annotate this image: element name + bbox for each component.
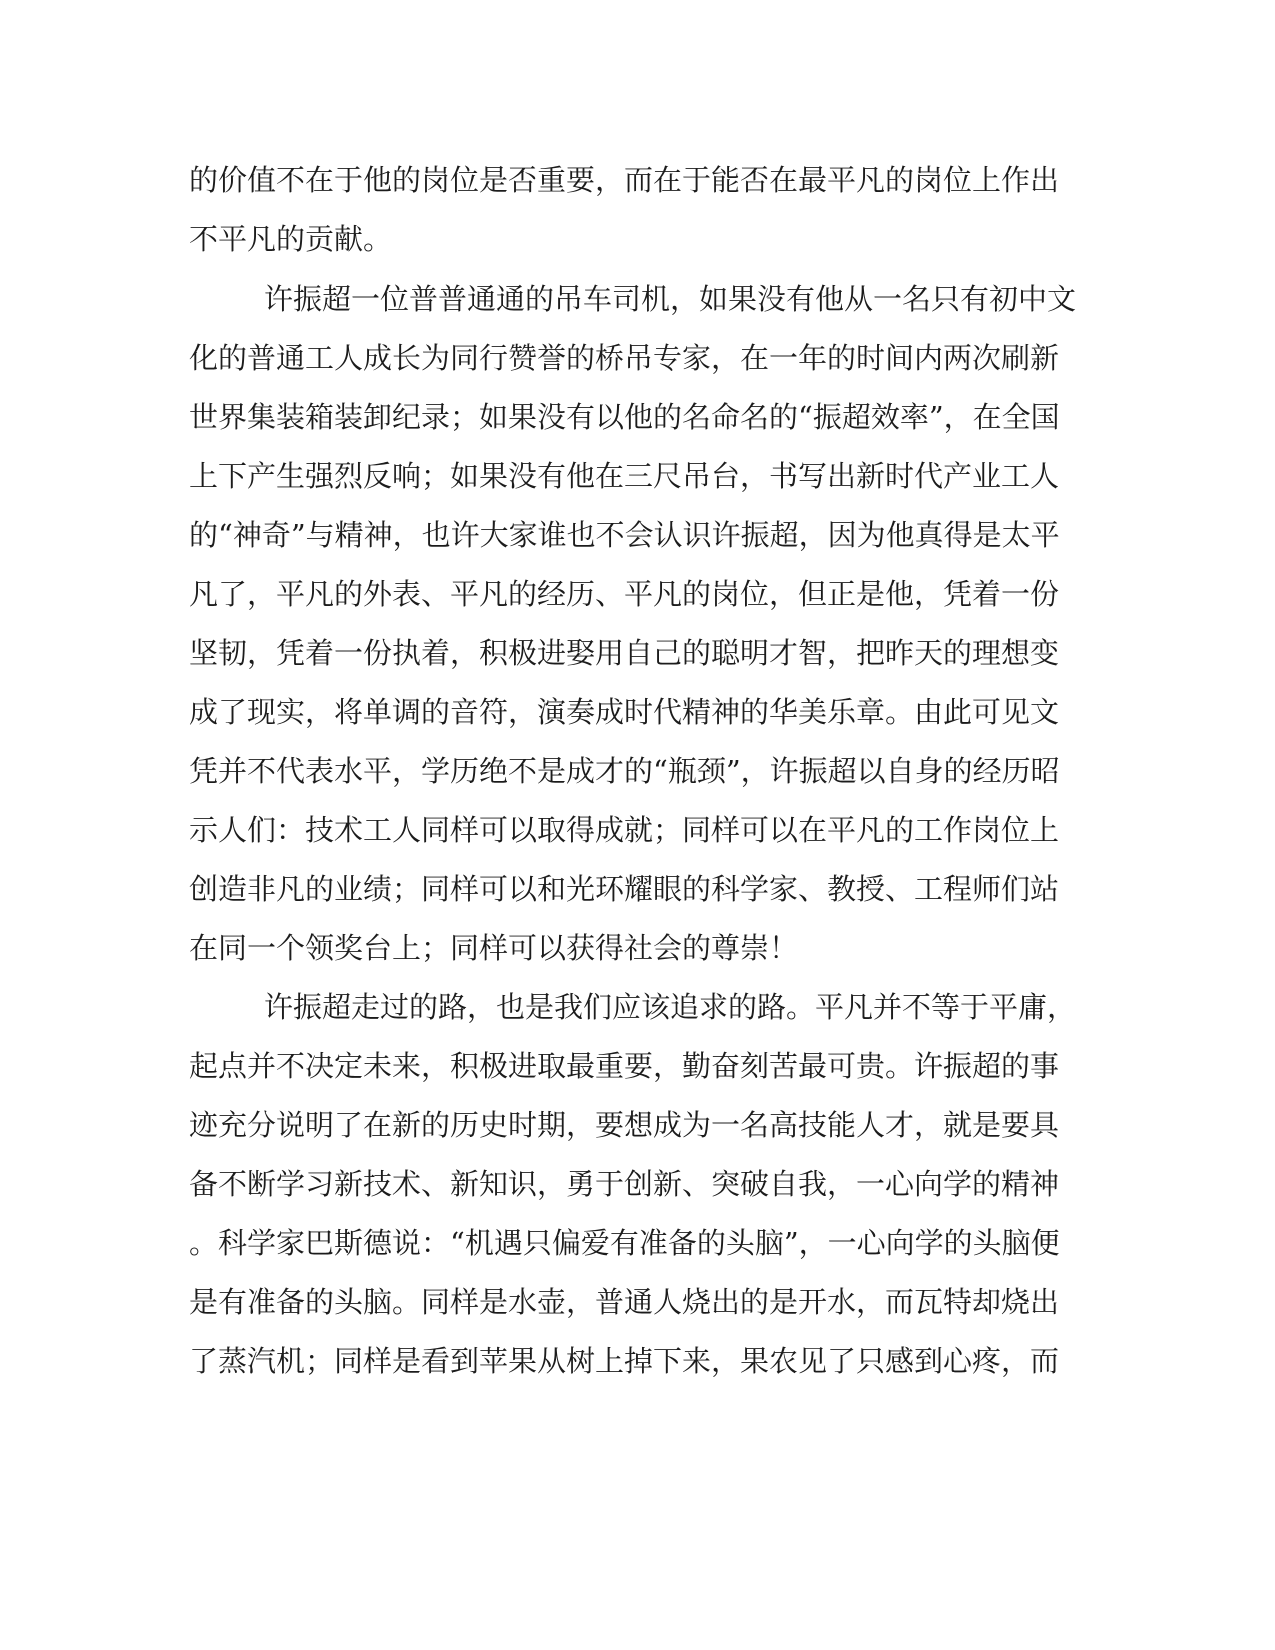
text-line: 示人们：技术工人同样可以取得成就；同样可以在平凡的工作岗位上 — [189, 813, 1060, 847]
text-line: 许振超走过的路，也是我们应该追求的路。平凡并不等于平庸， — [264, 990, 1077, 1024]
text-line: 上下产生强烈反响；如果没有他在三尺吊台，书写出新时代产业工人 — [189, 459, 1060, 493]
text-line: 许振超一位普普通通的吊车司机，如果没有他从一名只有初中文 — [264, 282, 1077, 316]
text-line: 迹充分说明了在新的历史时期，要想成为一名高技能人才，就是要具 — [189, 1108, 1060, 1142]
text-line: 是有准备的头脑。同样是水壶，普通人烧出的是开水，而瓦特却烧出 — [189, 1285, 1060, 1319]
text-line: 的价值不在于他的岗位是否重要，而在于能否在最平凡的岗位上作出 — [189, 163, 1060, 197]
text-line: 在同一个领奖台上；同样可以获得社会的尊崇！ — [189, 931, 799, 965]
text-line: 凭并不代表水平，学历绝不是成才的“瓶颈”，许振超以自身的经历昭 — [189, 754, 1060, 788]
text-line: 世界集装箱装卸纪录；如果没有以他的名命名的“振超效率”，在全国 — [189, 400, 1060, 434]
text-line: 创造非凡的业绩；同样可以和光环耀眼的科学家、教授、工程师们站 — [189, 872, 1060, 906]
text-line: 了蒸汽机；同样是看到苹果从树上掉下来，果农见了只感到心疼，而 — [189, 1344, 1060, 1378]
text-line: 化的普通工人成长为同行赞誉的桥吊专家，在一年的时间内两次刷新 — [189, 341, 1060, 375]
text-line: 备不断学习新技术、新知识，勇于创新、突破自我，一心向学的精神 — [189, 1167, 1060, 1201]
text-line: 起点并不决定未来，积极进取最重要，勤奋刻苦最可贵。许振超的事 — [189, 1049, 1060, 1083]
text-line: 凡了，平凡的外表、平凡的经历、平凡的岗位，但正是他，凭着一份 — [189, 577, 1060, 611]
text-line: 坚韧，凭着一份执着，积极进娶用自己的聪明才智，把昨天的理想变 — [189, 636, 1060, 670]
text-line: 成了现实，将单调的音符，演奏成时代精神的华美乐章。由此可见文 — [189, 695, 1060, 729]
text-line: 。科学家巴斯德说：“机遇只偏爱有准备的头脑”，一心向学的头脑便 — [189, 1226, 1060, 1260]
text-line: 不平凡的贡献。 — [189, 222, 393, 256]
text-line: 的“神奇”与精神，也许大家谁也不会认识许振超，因为他真得是太平 — [189, 518, 1060, 552]
